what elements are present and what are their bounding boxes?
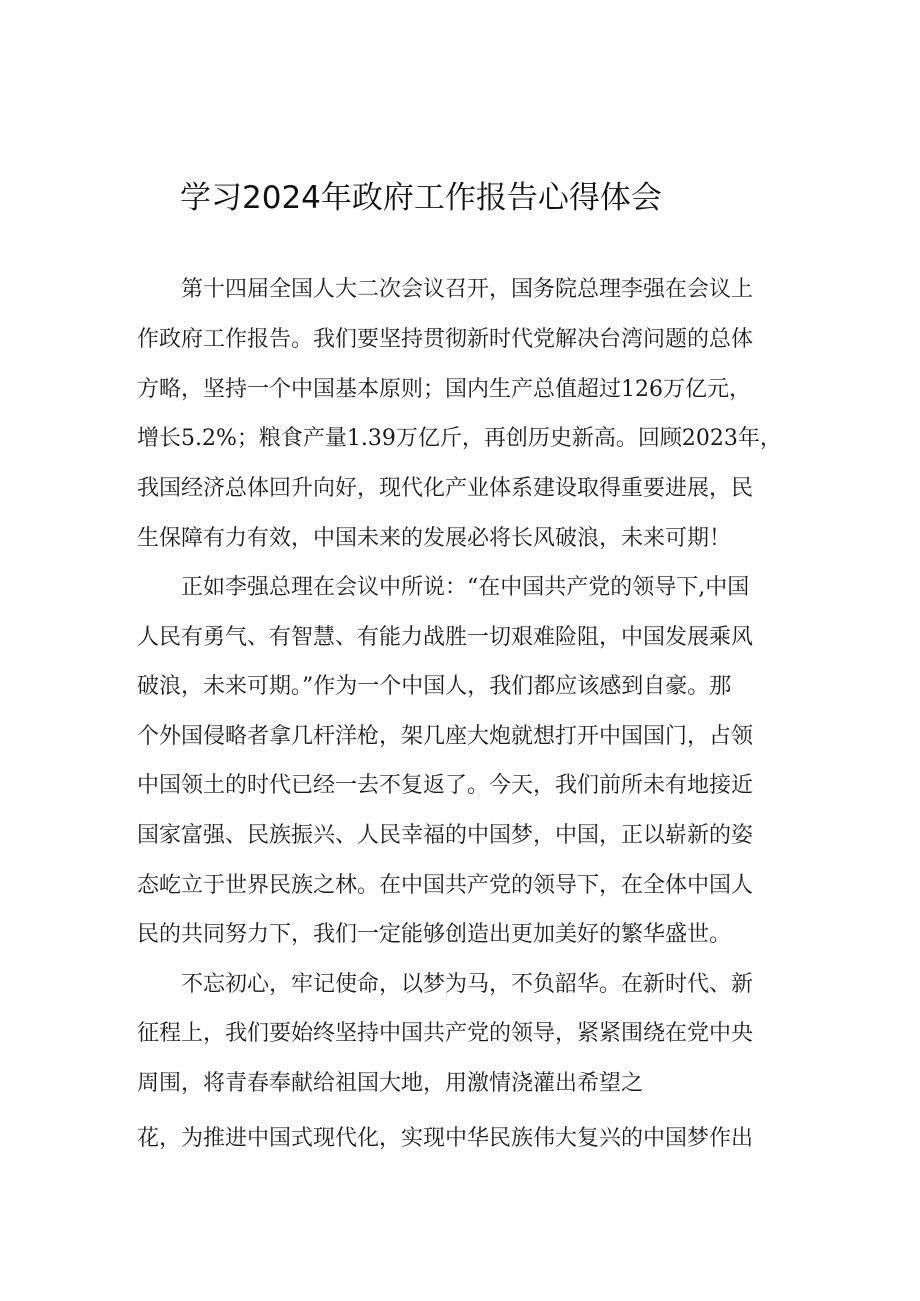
paragraph-2-line-1: 正如李强总理在会议中所说：“在中国共产党的领导下,中国	[137, 575, 750, 600]
paragraph-3-line-1: 不忘初心，牢记使命，以梦为马，不负韶华。在新时代、新	[137, 972, 754, 997]
paragraph-1-line-1: 第十四届全国人大二次会议召开，国务院总理李强在会议上	[137, 277, 754, 302]
paragraph-2-line-3: 破浪，未来可期。”作为一个中国人，我们都应该感到自豪。那	[137, 674, 732, 699]
paragraph-3-line-4: 花，为推进中国式现代化，实现中华民族伟大复兴的中国梦作出	[137, 1126, 754, 1151]
paragraph-2-line-6: 国家富强、民族振兴、人民幸福的中国梦，中国，正以崭新的姿	[137, 823, 754, 848]
paragraph-2-line-5: 中国领土的时代已经一去不复返了。今天，我们前所未有地接近	[137, 773, 754, 798]
paragraph-3-line-3: 周围，将青春奉献给祖国大地，用激情浇灌出希望之	[137, 1071, 644, 1096]
paragraph-2-line-2: 人民有勇气、有智慧、有能力战胜一切艰难险阻，中国发展乘风	[137, 625, 754, 650]
paragraph-1-line-3: 方略，坚持一个中国基本原则；国内生产总值超过126万亿元，	[137, 377, 751, 402]
paragraph-1-line-5: 我国经济总体回升向好，现代化产业体系建设取得重要进展，民	[137, 476, 754, 501]
paragraph-1-line-6: 生保障有力有效，中国未来的发展必将长风破浪，未来可期！	[137, 526, 732, 551]
paragraph-2-line-7: 态屹立于世界民族之林。在中国共产党的领导下，在全体中国人	[137, 873, 754, 898]
paragraph-2-line-8: 民的共同努力下，我们一定能够创造出更加美好的繁华盛世。	[137, 922, 732, 947]
paragraph-3-line-2: 征程上，我们要始终坚持中国共产党的领导，紧紧围绕在党中央	[137, 1021, 754, 1046]
paragraph-2-line-4: 个外国侵略者拿几杆洋枪，架几座大炮就想打开中国国门，占领	[137, 724, 754, 749]
paragraph-1-line-4: 增长5.2%；粮食产量1.39万亿斤，再创历史新高。回顾2023年，	[137, 426, 782, 451]
document-title: 学习2024年政府工作报告心得体会	[180, 180, 662, 216]
paragraph-1-line-2: 作政府工作报告。我们要坚持贯彻新时代党解决台湾问题的总体	[137, 327, 754, 352]
